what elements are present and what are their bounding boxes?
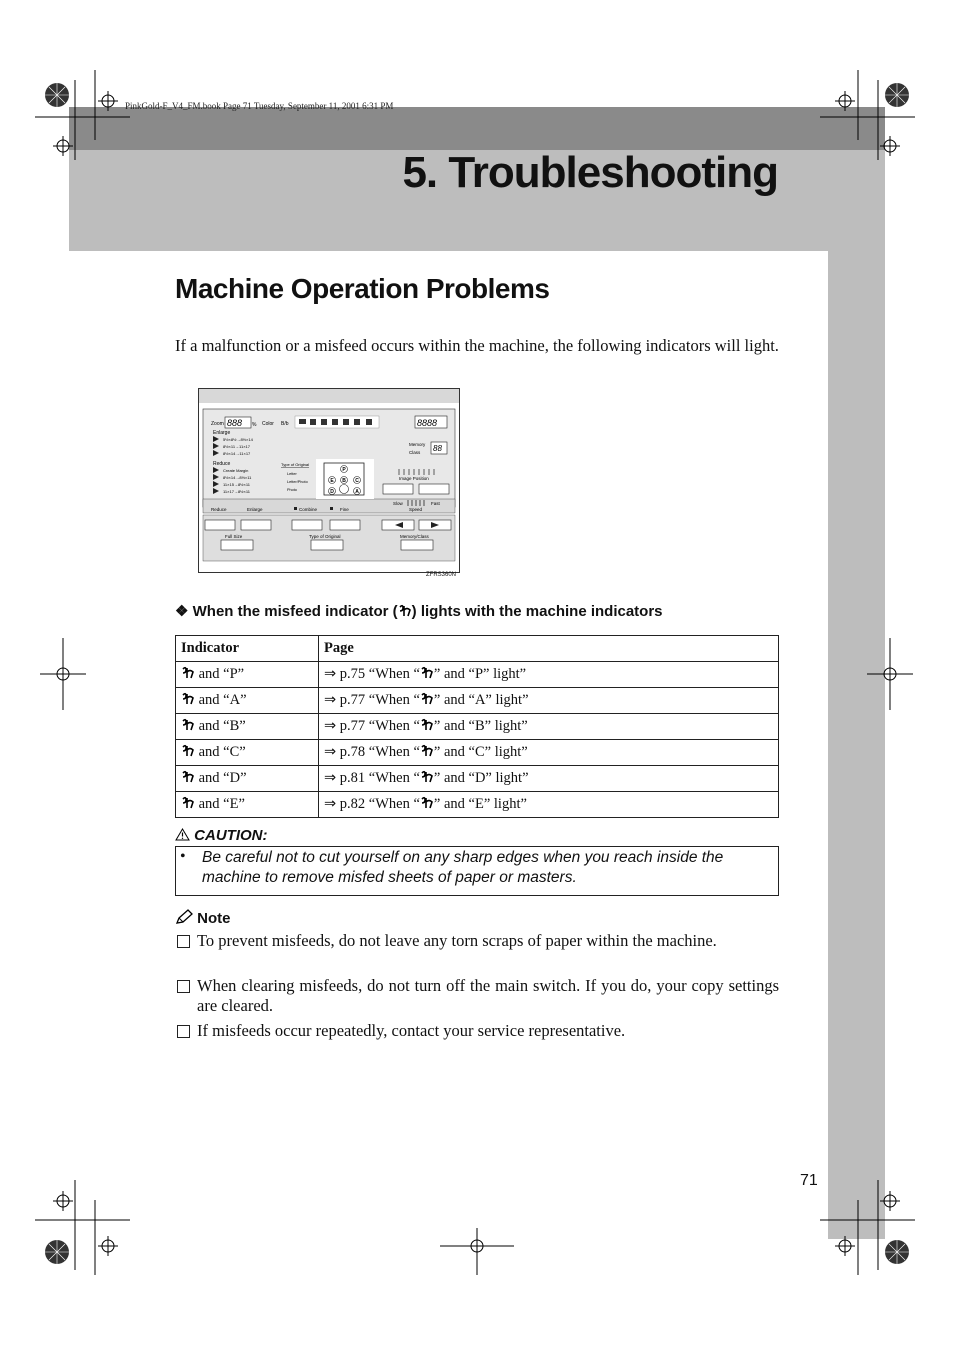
indicator-cell (176, 688, 319, 714)
misfeed-icon (181, 666, 195, 680)
type-of-original-label: Type of Original (281, 462, 310, 467)
note-item (175, 1021, 779, 1041)
type-of-original-button-label: Type of Original (309, 534, 341, 539)
misfeed-icon (420, 718, 434, 732)
subheading-suffix: ) lights with the machine indicators (411, 603, 663, 620)
page-ref-text: ” and “D” light” (433, 770, 529, 786)
misfeed-reference-table (175, 635, 779, 818)
reduce-item: 11×15→8½×11 (223, 482, 250, 487)
page-ref-text: ⇒ p.75 “When “ (324, 666, 420, 682)
memory-digits: 88 (433, 444, 442, 453)
control-panel-illustration (198, 388, 460, 573)
table-row (176, 688, 779, 714)
letter-d: D (330, 489, 334, 495)
note-item-text: When clearing misfeeds, do not turn off the main switch. If you do, your copy settings are cleared. (197, 976, 779, 1015)
note-label: Note (197, 910, 231, 927)
reduce-label: Reduce (213, 461, 231, 467)
page-ref-text: ⇒ p.77 “When “ (324, 692, 420, 708)
enlarge-item: 8½×11→11×17 (223, 444, 250, 449)
intro-paragraph: If a malfunction or a misfeed occurs within the machine, the following indicators will light. (175, 336, 779, 355)
color-label: Color (262, 421, 274, 427)
reduce-item: 11×17→8½×11 (223, 489, 250, 494)
table-row (176, 766, 779, 792)
checkbox-bullet-icon (177, 1025, 190, 1038)
image-position-label: Image Position (399, 476, 429, 481)
page-ref-cell[interactable] (319, 662, 779, 688)
bw-label: B/b (281, 421, 289, 427)
column-header-indicator: Indicator (176, 636, 319, 662)
page-ref-cell[interactable] (319, 714, 779, 740)
page-ref-text: ⇒ p.78 “When “ (324, 744, 420, 760)
misfeed-icon (420, 666, 434, 680)
checkbox-bullet-icon (177, 935, 190, 948)
indicator-cell (176, 714, 319, 740)
percent-sign: % (252, 422, 257, 428)
note-item (175, 976, 779, 1016)
pencil-icon (175, 909, 193, 925)
page-number: 71 (800, 1172, 818, 1189)
combine-label: Combine (299, 507, 318, 512)
misfeed-icon (181, 718, 195, 732)
page-ref-text: ” and “P” light” (433, 666, 527, 682)
table-row (176, 792, 779, 818)
misfeed-icon (181, 770, 195, 784)
file-header: PinkGold-F_V4_FM.book Page 71 Tuesday, September 11, 2001 6:31 PM (125, 101, 394, 111)
note-item-text: To prevent misfeeds, do not leave any torn scraps of paper within the machine. (197, 931, 717, 950)
note-item-text: If misfeeds occur repeatedly, contact your service representative. (197, 1021, 626, 1040)
counter-digits: 8888 (417, 418, 438, 428)
caution-heading (175, 827, 268, 844)
slow-label: Slow (393, 501, 403, 506)
reduce-item: Create Margin (223, 468, 249, 473)
enlarge-item: 8½×14→11×17 (223, 451, 251, 456)
zoom-digits: 888 (227, 418, 243, 428)
enlarge-button-label: Enlarge (247, 507, 263, 512)
table-row (176, 662, 779, 688)
enlarge-item: 5½×8½→8½×14 (223, 437, 253, 442)
memory-label: Memory (409, 442, 426, 447)
indicator-cell (176, 662, 319, 688)
misfeed-subheading (175, 602, 663, 620)
indicator-text: and “C” (195, 744, 246, 760)
page-ref-text: ” and “B” light” (433, 718, 528, 734)
letter-b: B (342, 478, 346, 484)
page-ref-text: ⇒ p.81 “When “ (324, 770, 420, 786)
page-ref-cell[interactable] (319, 688, 779, 714)
column-header-page: Page (319, 636, 779, 662)
table-row (176, 740, 779, 766)
type-item: Letter (287, 472, 297, 476)
warning-triangle-icon (175, 828, 190, 841)
page-ref-text: ⇒ p.82 “When “ (324, 796, 420, 812)
page-ref-cell[interactable] (319, 766, 779, 792)
indicator-text: and “D” (195, 770, 247, 786)
indicator-text: and “A” (195, 692, 247, 708)
speed-label: Speed (409, 507, 423, 512)
caution-text: Be careful not to cut yourself on any sharp edges when you reach inside the machine to remove misfed sheets of paper or masters. (202, 849, 724, 886)
zoom-label: Zoom (211, 421, 224, 427)
misfeed-icon (420, 796, 434, 810)
indicator-cell (176, 740, 319, 766)
figure-code: ZFRS360N (426, 572, 457, 578)
letter-e: E (330, 478, 334, 484)
page-ref-text: ⇒ p.77 “When “ (324, 718, 420, 734)
misfeed-icon (181, 744, 195, 758)
letter-p: P (342, 467, 346, 473)
misfeed-icon (420, 744, 434, 758)
full-size-label: Full Size (225, 534, 243, 539)
page-ref-cell[interactable] (319, 740, 779, 766)
indicator-cell (176, 766, 319, 792)
misfeed-icon (420, 770, 434, 784)
indicator-text: and “E” (195, 796, 245, 812)
subheading-prefix: When the misfeed indicator ( (192, 603, 398, 620)
indicator-text: and “P” (195, 666, 245, 682)
misfeed-icon (398, 604, 412, 618)
page-ref-cell[interactable] (319, 792, 779, 818)
caution-bullet: • (180, 848, 186, 865)
misfeed-icon (181, 796, 195, 810)
misfeed-icon (181, 692, 195, 706)
note-heading (175, 909, 231, 927)
memory-class-label: Memory/Class (400, 534, 429, 539)
note-item (175, 931, 779, 951)
reduce-item: 8½×14→8½×11 (223, 475, 252, 480)
class-label: Class (409, 450, 421, 455)
reduce-button-label: Reduce (211, 507, 227, 512)
letter-a: A (355, 489, 359, 495)
chapter-title: 5. Troubleshooting (402, 148, 778, 197)
table-row (176, 714, 779, 740)
type-item: Letter/Photo (287, 480, 308, 484)
indicator-text: and “B” (195, 718, 246, 734)
letter-c: C (355, 478, 359, 484)
page-ref-text: ” and “C” light” (433, 744, 528, 760)
enlarge-label: Enlarge (213, 430, 231, 436)
section-title: Machine Operation Problems (175, 273, 550, 304)
checkbox-bullet-icon (177, 980, 190, 993)
misfeed-icon (420, 692, 434, 706)
page-ref-text: ” and “E” light” (433, 796, 527, 812)
type-item: Photo (287, 488, 297, 492)
table-header-row (176, 636, 779, 662)
page-ref-text: ” and “A” light” (433, 692, 529, 708)
diamond-bullet-icon: ❖ (175, 603, 189, 620)
fine-label: Fine (340, 507, 349, 512)
caution-label: CAUTION: (194, 827, 268, 844)
fast-label: Fast (431, 501, 440, 506)
indicator-cell (176, 792, 319, 818)
